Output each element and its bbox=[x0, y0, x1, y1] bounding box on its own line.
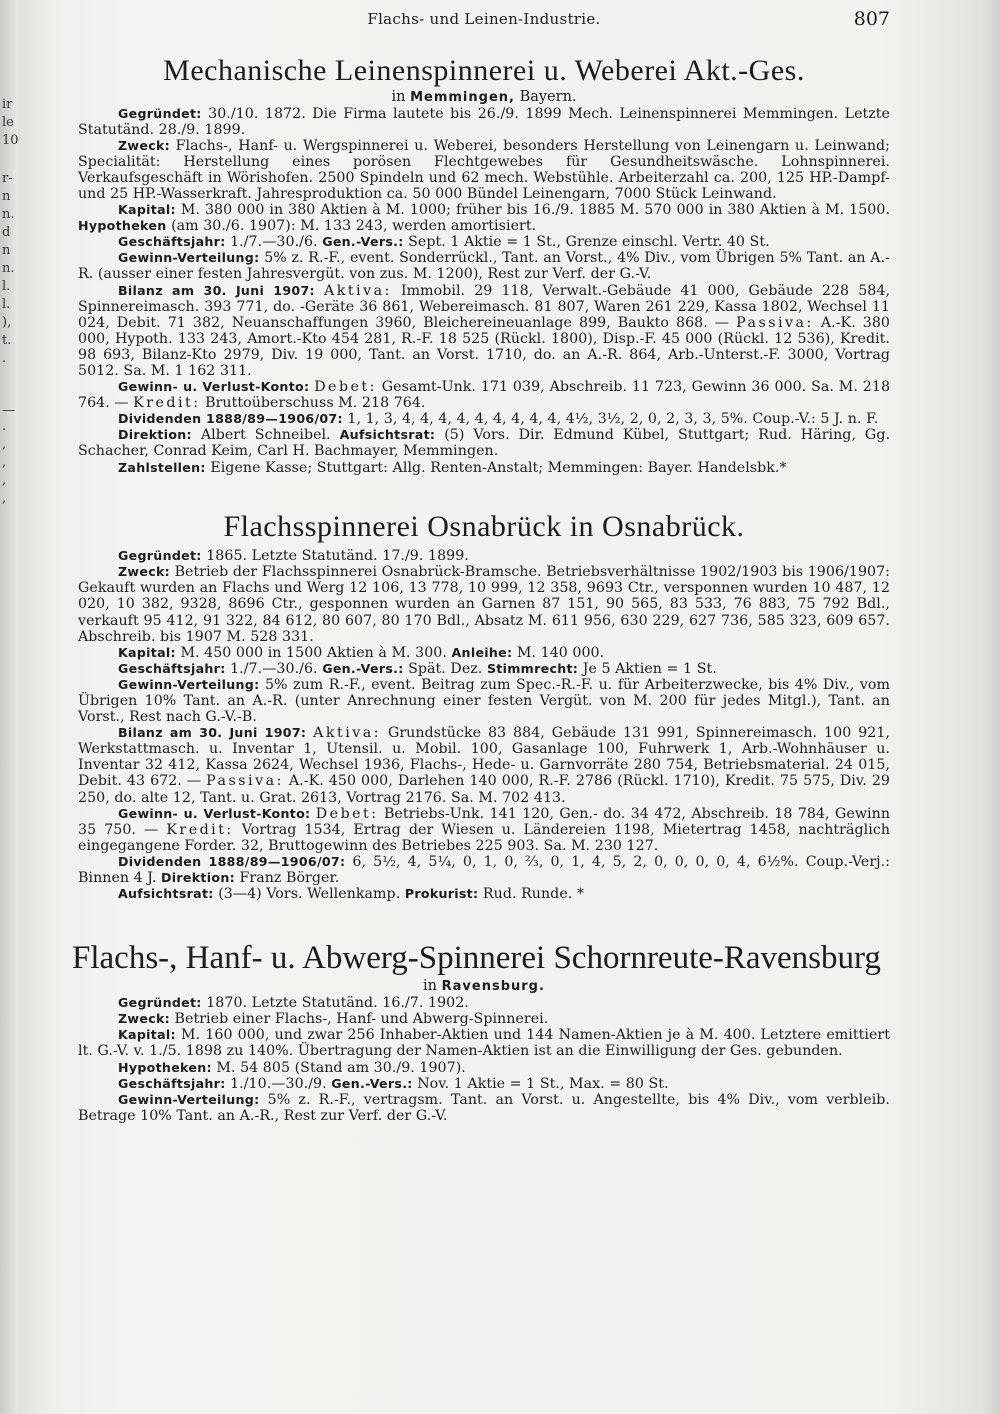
margin-fragment: l. bbox=[2, 297, 11, 312]
field-label: Gegründet: bbox=[118, 105, 202, 121]
field-text: M. 140 000. bbox=[516, 644, 605, 661]
field-label: Kapital: bbox=[118, 644, 176, 660]
spaced-label: Aktiva: bbox=[324, 282, 392, 299]
entry-paragraph bbox=[78, 995, 890, 1011]
field-label: Gewinn-Verteilung: bbox=[118, 250, 260, 266]
entry-paragraph bbox=[78, 106, 890, 138]
margin-fragment: , bbox=[2, 473, 7, 488]
page-number: 807 bbox=[853, 8, 890, 30]
field-text: Immobil. 29 118, Verwalt.-Gebäude 41 000, Gebäude 228 584, Spinnereimasch. 393 771, do. -Geräte 36 861, Webereimasch. 81 807, Waren 261 229, Kassa 1802, Wechsel 11 024, Debit. 71 382, Neuanschaffungen 3960, Bleichereineuanlage 899, Baukto 868. — bbox=[78, 282, 891, 331]
field-text: M. 450 000 in 1500 Aktien à M. 300. bbox=[180, 644, 447, 661]
field-text: Vortrag 1534, Ertrag der Wiesen u. Ländereien 1198, Mietertrag 1458, nachträglich eingegangene Forder. 32, Bruttogewinn des Betriebes 225 903. Sa. M. 230 127. bbox=[78, 821, 891, 854]
entry-paragraphs bbox=[78, 995, 890, 1124]
field-text: 1865. Letzte Statutänd. 17./9. 1899. bbox=[206, 548, 469, 565]
company-entry bbox=[72, 940, 890, 1124]
field-label: Gewinn- u. Verlust-Konto: bbox=[118, 805, 311, 821]
entry-paragraph bbox=[78, 677, 890, 725]
entry-paragraph bbox=[78, 1027, 890, 1059]
company-location: in Memmingen, Bayern. bbox=[391, 88, 577, 105]
field-label: Direktion: bbox=[118, 427, 192, 443]
field-label: Bilanz am 30. Juni 1907: bbox=[118, 282, 315, 298]
company-entry bbox=[78, 54, 890, 476]
entry-paragraph bbox=[78, 283, 890, 380]
field-label: Hypotheken: bbox=[118, 1059, 212, 1075]
entry-paragraph bbox=[78, 806, 890, 854]
margin-fragment: , bbox=[2, 455, 7, 470]
spaced-label: Kredit: bbox=[133, 395, 201, 412]
entry-paragraph bbox=[78, 250, 890, 282]
field-text: Eigene Kasse; Stuttgart: Allg. Renten-Anstalt; Memmingen: Bayer. Handelsbk.* bbox=[210, 459, 787, 476]
field-label: Dividenden 1888/89—1906/07: bbox=[118, 411, 343, 427]
field-text: (am 30./6. 1907): M. 133 243, werden amortisiert. bbox=[171, 218, 537, 235]
field-label: Aufsichtsrat: bbox=[339, 427, 436, 443]
field-label: Kapital: bbox=[118, 202, 176, 218]
field-label: Aufsichtsrat: bbox=[118, 886, 214, 902]
field-label: Anleihe: bbox=[451, 644, 513, 660]
margin-fragment: — bbox=[2, 403, 15, 418]
page-header bbox=[78, 8, 890, 32]
field-text: 1./7.—30./6. bbox=[230, 660, 318, 677]
spaced-label: Passiva: bbox=[736, 314, 814, 331]
spaced-label: Debet: bbox=[314, 379, 377, 396]
entry-paragraph bbox=[78, 379, 890, 411]
field-text: 6, 5½, 4, 5¼, 0, 1, 0, ⅔, 0, 1, 4, 5, 2, 0, 0, 0, 0, 4, 6½%. Coup.-Verj.: Binnen 4 J. bbox=[78, 853, 890, 887]
margin-fragment: d bbox=[2, 225, 11, 240]
field-text: Betrieb der Flachsspinnerei Osnabrück-Bramsche. Betriebsverhältnisse 1902/1903 bis 1906/1907: Gekauft wurden an Flachs und Werg 12 106, 13 778, 10 999, 12 358, 9693 Ctr., versponnen wurden 10 487, 12 020, 10 382, 9328, 8696 Ctr., gesponnen wurden an Garnen 87 151, 90 565, 83 533, 76 883, 75 792 Bdl., verkauft 95 412, 91 322, 84 612, 80 607, 80 170 Bdl., Absatz M. 611 956, 630 229, 627 736, 585 323, 609 657. Abschreib. bis 1907 M. 528 331. bbox=[78, 564, 890, 645]
field-label: Gewinn-Verteilung: bbox=[118, 1091, 260, 1107]
field-text: Albert Schneibel. bbox=[200, 427, 331, 444]
field-text: Rud. Runde. * bbox=[482, 886, 585, 903]
field-text: M. 380 000 in 380 Aktien à M. 1000; früher bis 16./9. 1885 M. 570 000 in 380 Aktien à M. 1500. bbox=[180, 202, 890, 219]
spaced-label: Passiva: bbox=[206, 773, 284, 790]
entry-paragraph bbox=[78, 1092, 890, 1124]
field-label: Gegründet: bbox=[118, 548, 202, 564]
field-text: 5% zum R.-F., event. Beitrag zum Spec.-R.-F. u. für Arbeiterzwecke, bis 4% Div., vom Übrigen 10% Tant. an A.-R. (unter Anrechnung einer festen Vergüt. von M. 200 für jedes Mitgl.), Tant. an Vorst., Rest nach G.-V.-B. bbox=[78, 676, 890, 726]
margin-fragment: . bbox=[2, 351, 7, 366]
field-label: Prokurist: bbox=[404, 886, 479, 902]
entry-paragraph bbox=[78, 427, 890, 459]
field-label: Hypotheken bbox=[78, 218, 167, 234]
field-text: Nov. 1 Aktie = 1 St., Max. = 80 St. bbox=[417, 1075, 669, 1092]
margin-fragment: t. bbox=[2, 333, 12, 348]
entry-paragraph bbox=[78, 411, 890, 427]
field-text: 1./7.—30./6. bbox=[230, 234, 318, 251]
field-label: Dividenden 1888/89—1906/07: bbox=[118, 853, 346, 869]
margin-fragment: ), bbox=[2, 315, 12, 330]
field-text: 1./10.—30./9. bbox=[230, 1075, 327, 1092]
field-text: M. 160 000, und zwar 256 Inhaber-Aktien und 144 Namen-Aktien je à M. 400. Letztere emittiert lt. G.-V. v. 1./5. 1898 zu 140%. Übertragung der Namen-Aktien ist an die Einwilligung der Ges. gebunden. bbox=[78, 1027, 890, 1060]
field-text: 1, 1, 3, 4, 4, 4, 4, 4, 4, 4, 4, 4, 4½, 3½, 2, 0, 2, 3, 3, 5%. Coup.-V.: 5 J. n. F. bbox=[347, 411, 879, 428]
field-text: M. 54 805 (Stand am 30./9. 1907). bbox=[216, 1059, 466, 1076]
margin-fragment: r- bbox=[2, 171, 13, 186]
entry-paragraph bbox=[78, 1011, 890, 1027]
field-text: A.-K. 450 000, Darlehen 140 000, R.-F. 2786 (Rückl. 1710), Kredit. 75 575, Div. 29 250, do. alte 12, Tant. u. Grat. 2613, Vortrag 2176. Sa. M. 702 413. bbox=[78, 773, 890, 806]
company-entry bbox=[78, 510, 890, 903]
field-text: (3—4) Vors. Wellenkamp. bbox=[218, 886, 401, 903]
margin-fragment: n bbox=[2, 189, 11, 204]
entry-paragraphs bbox=[78, 106, 890, 476]
page-edge-shadow bbox=[978, 0, 1000, 1414]
field-label: Zweck: bbox=[118, 137, 170, 153]
entry-paragraph bbox=[78, 725, 890, 805]
margin-fragment: n. bbox=[2, 207, 15, 222]
entry-paragraph bbox=[78, 138, 890, 202]
field-label: Zweck: bbox=[118, 564, 170, 580]
entry-paragraph bbox=[78, 645, 890, 661]
field-text: Grundstücke 83 884, Gebäude 131 991, Spinnereimasch. 100 921, Werkstattmasch. u. Inventar 1, Utensil. u. Mobil. 100, Gasanlage 100, Fuhrwerk 1, Arb.-Wohnhäuser u. Inventar 32 412, Kassa 2624, Wechsel 1936, Flachs-, Hede- u. Garnvorräte 280 754, Betriebsmaterial. 24 015, Debit. 43 672. — bbox=[78, 725, 890, 790]
margin-fragment: ir bbox=[2, 97, 13, 112]
field-label: Gen.-Vers.: bbox=[331, 1075, 413, 1091]
field-label: Gewinn-Verteilung: bbox=[118, 676, 260, 692]
field-label: Geschäftsjahr: bbox=[118, 234, 226, 250]
field-text: Sept. 1 Aktie = 1 St., Grenze einschl. Vertr. 40 St. bbox=[408, 234, 770, 251]
field-label: Gewinn- u. Verlust-Konto: bbox=[118, 379, 310, 395]
company-location: in Ravensburg. bbox=[423, 978, 545, 995]
field-text: Betriebs-Unk. 141 120, Gen.- do. 34 472, Abschreib. 18 784, Gewinn 35 750. — bbox=[78, 805, 891, 838]
field-text: 1870. Letzte Statutänd. 16./7. 1902. bbox=[206, 995, 469, 1012]
margin-fragment: , bbox=[2, 491, 7, 506]
field-text: (5) Vors. Dir. Edmund Kübel, Stuttgart; Rud. Häring, Gg. Schacher, Conrad Keim, Carl H. Bachmayer, Memmingen. bbox=[78, 427, 891, 460]
field-label: Zweck: bbox=[118, 1011, 170, 1027]
entry-paragraph bbox=[78, 234, 890, 250]
entry-paragraph bbox=[78, 1076, 890, 1092]
field-text: 30./10. 1872. Die Firma lautete bis 26./9. 1899 Mech. Leinenspinnerei Memmingen. Letzte Statutänd. 28./9. 1899. bbox=[78, 105, 891, 138]
running-title: Flachs- und Leinen-Industrie. bbox=[367, 10, 601, 28]
entry-paragraph bbox=[78, 202, 890, 234]
field-label: Gen.-Vers.: bbox=[322, 660, 404, 676]
spaced-label: Aktiva: bbox=[313, 725, 382, 742]
field-label: Stimmrecht: bbox=[486, 660, 579, 676]
field-text: A.-K. 380 000, Hypoth. 133 243, Amort.-Kto 454 281, R.-F. 18 525 (Rückl. 1800), Disp.-F. 45 000 (Rückl. 12 536), Kredit. 98 693, Bilanz-Kto 2979, Div. 19 000, Tant. an Vorst. 1710, do. an A.-R. 864, Arb.-Unterst.-F. 3000, Vortrag 5012. Sa. M. 1 162 311. bbox=[78, 314, 891, 379]
field-label: Kapital: bbox=[118, 1027, 176, 1043]
field-label: Geschäftsjahr: bbox=[118, 660, 226, 676]
field-text: Betrieb einer Flachs-, Hanf- und Abwerg-Spinnerei. bbox=[174, 1011, 549, 1028]
field-text: Spät. Dez. bbox=[408, 660, 483, 677]
entry-paragraph bbox=[78, 1060, 890, 1076]
entry-paragraph bbox=[78, 886, 890, 902]
field-text: Gesamt-Unk. 171 039, Abschreib. 11 723, Gewinn 36 000. Sa. M. 218 764. — bbox=[78, 379, 891, 412]
entry-paragraph bbox=[78, 564, 890, 644]
field-label: Zahlstellen: bbox=[118, 459, 206, 475]
margin-fragment: , bbox=[2, 437, 7, 452]
company-title: Mechanische Leinenspinnerei u. Weberei Akt.-Ges. bbox=[163, 54, 805, 87]
margin-fragment: n bbox=[2, 243, 11, 258]
field-label: Geschäftsjahr: bbox=[118, 1075, 226, 1091]
field-text: Je 5 Aktien = 1 St. bbox=[582, 660, 717, 677]
field-text: Franz Börger. bbox=[239, 870, 340, 887]
company-title: Flachsspinnerei Osnabrück in Osnabrück. bbox=[223, 509, 745, 543]
field-text: Bruttoüberschuss M. 218 764. bbox=[205, 395, 426, 412]
margin-fragment: n. bbox=[2, 261, 15, 276]
entry-paragraphs bbox=[78, 548, 890, 902]
field-label: Direktion: bbox=[161, 870, 235, 886]
field-text: Flachs-, Hanf- u. Wergspinnerei u. Weberei, besonders Herstellung von Leinengarn u. Leinwand; Specialität: Herstellung eines porösen Flechtgewebes für Gesundheitswäsche. Lohnspinnerei. Verkaufsgeschäft in Wörishofen. 2500 Spindeln und 62 mech. Webstühle. Arbeiterzahl ca. 200, 125 HP.-Dampf- und 25 HP.-Wasserkraft. Jahresproduktion ca. 50 000 Bündel Leinengarn, 7000 Stück Leinwand. bbox=[78, 137, 890, 202]
entry-paragraph bbox=[78, 548, 890, 564]
entry-paragraph bbox=[78, 854, 890, 886]
entry-paragraph bbox=[78, 661, 890, 677]
field-text: 5% z. R.-F., vertragsm. Tant. an Vorst. u. Angestellte, bis 4% Div., vom verbleib. Betrage 10% Tant. an A.-R., Rest zur Verf. der G.-V. bbox=[78, 1091, 890, 1124]
margin-fragment: 10 bbox=[2, 133, 19, 148]
entry-paragraph bbox=[78, 460, 890, 476]
margin-fragment: . bbox=[2, 419, 7, 434]
field-label: Gen.-Vers.: bbox=[322, 234, 404, 250]
margin-fragment: l. bbox=[2, 279, 11, 294]
spaced-label: Debet: bbox=[315, 805, 379, 822]
company-title: Flachs-, Hanf- u. Abwerg-Spinnerei Schornreute-Ravensburg bbox=[72, 940, 881, 977]
field-text: 5% z. R.-F., event. Sonderrückl., Tant. an Vorst., 4% Div., vom Übrigen 5% Tant. an A.-R. (ausser einer festen Jahresvergüt. von zus. M. 1200), Rest zur Verf. der G.-V. bbox=[78, 250, 890, 283]
field-label: Gegründet: bbox=[118, 995, 202, 1011]
page-content bbox=[72, 50, 891, 1124]
margin-fragment: le bbox=[2, 115, 14, 130]
adjacent-page-margin bbox=[0, 0, 18, 1414]
field-label: Bilanz am 30. Juni 1907: bbox=[118, 725, 307, 741]
spaced-label: Kredit: bbox=[166, 821, 234, 838]
